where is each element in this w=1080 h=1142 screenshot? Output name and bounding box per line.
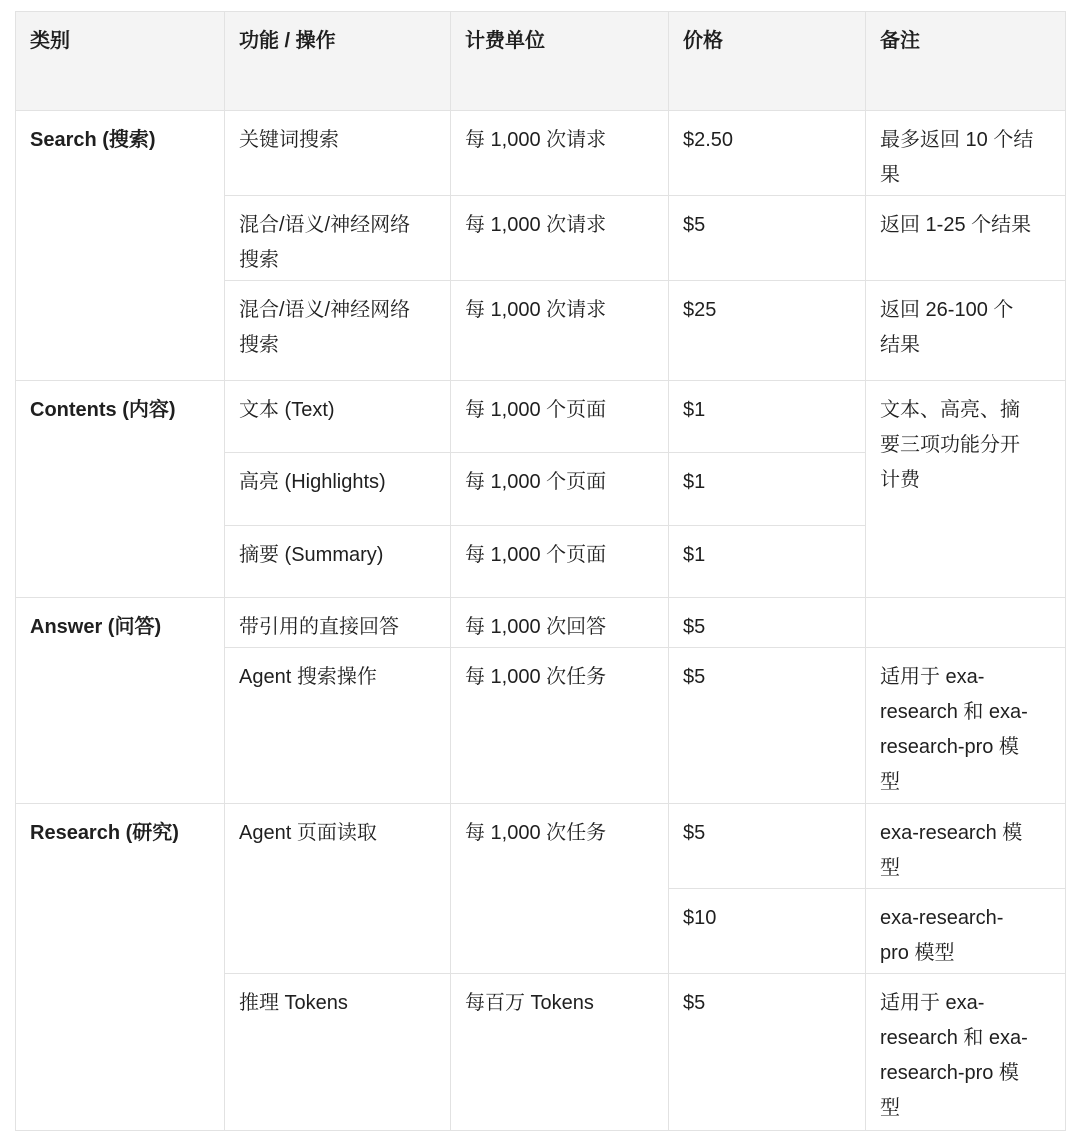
unit-cell: 每 1,000 个页面 — [451, 526, 669, 598]
category-cell: Research (研究) — [16, 804, 225, 1131]
note-cell — [866, 598, 1066, 648]
note-cell: 适用于 exa- research 和 exa- research-pro 模 型 — [866, 974, 1066, 1131]
feature-cell: 文本 (Text) — [225, 381, 451, 453]
unit-cell: 每 1,000 次任务 — [451, 648, 669, 804]
category-cell: Search (搜索) — [16, 111, 225, 381]
table-row — [16, 598, 1066, 648]
price-cell: $5 — [669, 804, 866, 889]
unit-cell: 每 1,000 个页面 — [451, 381, 669, 453]
price-cell: $1 — [669, 381, 866, 453]
feature-cell: 关键词搜索 — [225, 111, 451, 196]
feature-cell: 摘要 (Summary) — [225, 526, 451, 598]
table-row — [16, 111, 1066, 196]
note-cell: 文本、高亮、摘 要三项功能分开 计费 — [866, 381, 1066, 598]
note-cell: 适用于 exa- research 和 exa- research-pro 模 型 — [866, 648, 1066, 804]
price-cell: $25 — [669, 281, 866, 381]
header-row — [16, 12, 1066, 111]
price-cell: $5 — [669, 598, 866, 648]
category-cell: Answer (问答) — [16, 598, 225, 804]
header-price: 价格 — [669, 12, 866, 111]
unit-cell: 每 1,000 次请求 — [451, 196, 669, 281]
header-category: 类别 — [16, 12, 225, 111]
feature-cell: 带引用的直接回答 — [225, 598, 451, 648]
unit-cell: 每 1,000 次请求 — [451, 281, 669, 381]
unit-cell: 每 1,000 个页面 — [451, 453, 669, 526]
header-unit: 计费单位 — [451, 12, 669, 111]
feature-cell: 推理 Tokens — [225, 974, 451, 1131]
note-cell: 返回 26-100 个 结果 — [866, 281, 1066, 381]
feature-cell: Agent 页面读取 — [225, 804, 451, 974]
feature-cell: 混合/语义/神经网络 搜索 — [225, 196, 451, 281]
category-cell: Contents (内容) — [16, 381, 225, 598]
pricing-table — [15, 11, 1066, 1131]
unit-cell: 每 1,000 次任务 — [451, 804, 669, 974]
header-note: 备注 — [866, 12, 1066, 111]
unit-cell: 每 1,000 次请求 — [451, 111, 669, 196]
unit-cell: 每 1,000 次回答 — [451, 598, 669, 648]
price-cell: $5 — [669, 648, 866, 804]
feature-cell: Agent 搜索操作 — [225, 648, 451, 804]
price-cell: $2.50 — [669, 111, 866, 196]
unit-cell: 每百万 Tokens — [451, 974, 669, 1131]
note-cell: exa-research- pro 模型 — [866, 889, 1066, 974]
note-cell: exa-research 模 型 — [866, 804, 1066, 889]
note-cell: 返回 1-25 个结果 — [866, 196, 1066, 281]
table-row — [16, 804, 1066, 889]
feature-cell: 高亮 (Highlights) — [225, 453, 451, 526]
note-cell: 最多返回 10 个结 果 — [866, 111, 1066, 196]
price-cell: $10 — [669, 889, 866, 974]
header-feature: 功能 / 操作 — [225, 12, 451, 111]
price-cell: $1 — [669, 453, 866, 526]
price-cell: $5 — [669, 974, 866, 1131]
price-cell: $1 — [669, 526, 866, 598]
table-row — [16, 381, 1066, 453]
price-cell: $5 — [669, 196, 866, 281]
feature-cell: 混合/语义/神经网络 搜索 — [225, 281, 451, 381]
